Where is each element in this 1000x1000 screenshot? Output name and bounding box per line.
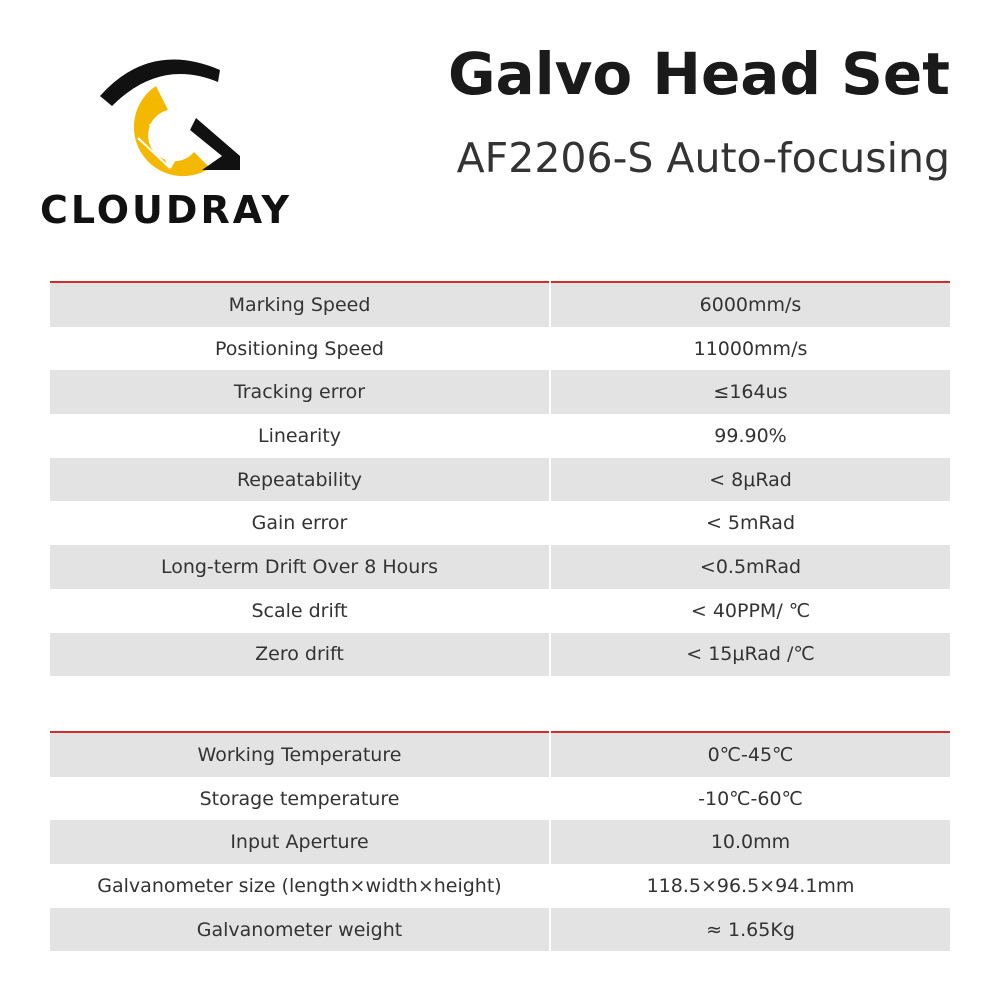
table-row — [50, 777, 950, 821]
spec-label: Galvanometer weight — [50, 908, 550, 952]
table-row — [50, 820, 950, 864]
brand-name: CLOUDRAY — [40, 188, 292, 232]
spec-label: Galvanometer size (length×width×height) — [50, 864, 550, 908]
table-row — [50, 864, 950, 908]
spec-value: 11000mm/s — [550, 327, 950, 371]
spec-label: Storage temperature — [50, 777, 550, 821]
spec-label: Tracking error — [50, 370, 550, 414]
spec-value: ≈ 1.65Kg — [550, 908, 950, 952]
table-row — [50, 732, 950, 777]
table-row — [50, 282, 950, 327]
spec-value: < 8μRad — [550, 458, 950, 502]
page-title: Galvo Head Set — [447, 40, 950, 108]
table-row — [50, 370, 950, 414]
table-row — [50, 908, 950, 952]
spec-value: 10.0mm — [550, 820, 950, 864]
table-row — [50, 501, 950, 545]
spec-label: Repeatability — [50, 458, 550, 502]
spec-value: < 40PPM/ ℃ — [550, 589, 950, 633]
spec-label: Long-term Drift Over 8 Hours — [50, 545, 550, 589]
page-subtitle: AF2206-S Auto-focusing — [456, 134, 950, 182]
spec-value: 0℃-45℃ — [550, 732, 950, 777]
table-row — [50, 545, 950, 589]
spec-value: -10℃-60℃ — [550, 777, 950, 821]
spec-value: <0.5mRad — [550, 545, 950, 589]
spec-label: Gain error — [50, 501, 550, 545]
performance-spec-table — [50, 281, 950, 676]
table-row — [50, 327, 950, 371]
physical-spec-table — [50, 731, 950, 951]
cloudray-logo — [30, 40, 310, 240]
spec-label: Zero drift — [50, 633, 550, 677]
spec-label: Marking Speed — [50, 282, 550, 327]
spec-value: 6000mm/s — [550, 282, 950, 327]
table-row — [50, 414, 950, 458]
spec-label: Scale drift — [50, 589, 550, 633]
spec-value: 99.90% — [550, 414, 950, 458]
spec-value: < 5mRad — [550, 501, 950, 545]
spec-value: ≤164us — [550, 370, 950, 414]
table-row — [50, 633, 950, 677]
spec-label: Positioning Speed — [50, 327, 550, 371]
spec-label: Input Aperture — [50, 820, 550, 864]
table-row — [50, 589, 950, 633]
table-row — [50, 458, 950, 502]
cloudray-emblem-icon — [90, 48, 250, 188]
spec-value: 118.5×96.5×94.1mm — [550, 864, 950, 908]
spec-value: < 15μRad /℃ — [550, 633, 950, 677]
spec-label: Working Temperature — [50, 732, 550, 777]
spec-label: Linearity — [50, 414, 550, 458]
